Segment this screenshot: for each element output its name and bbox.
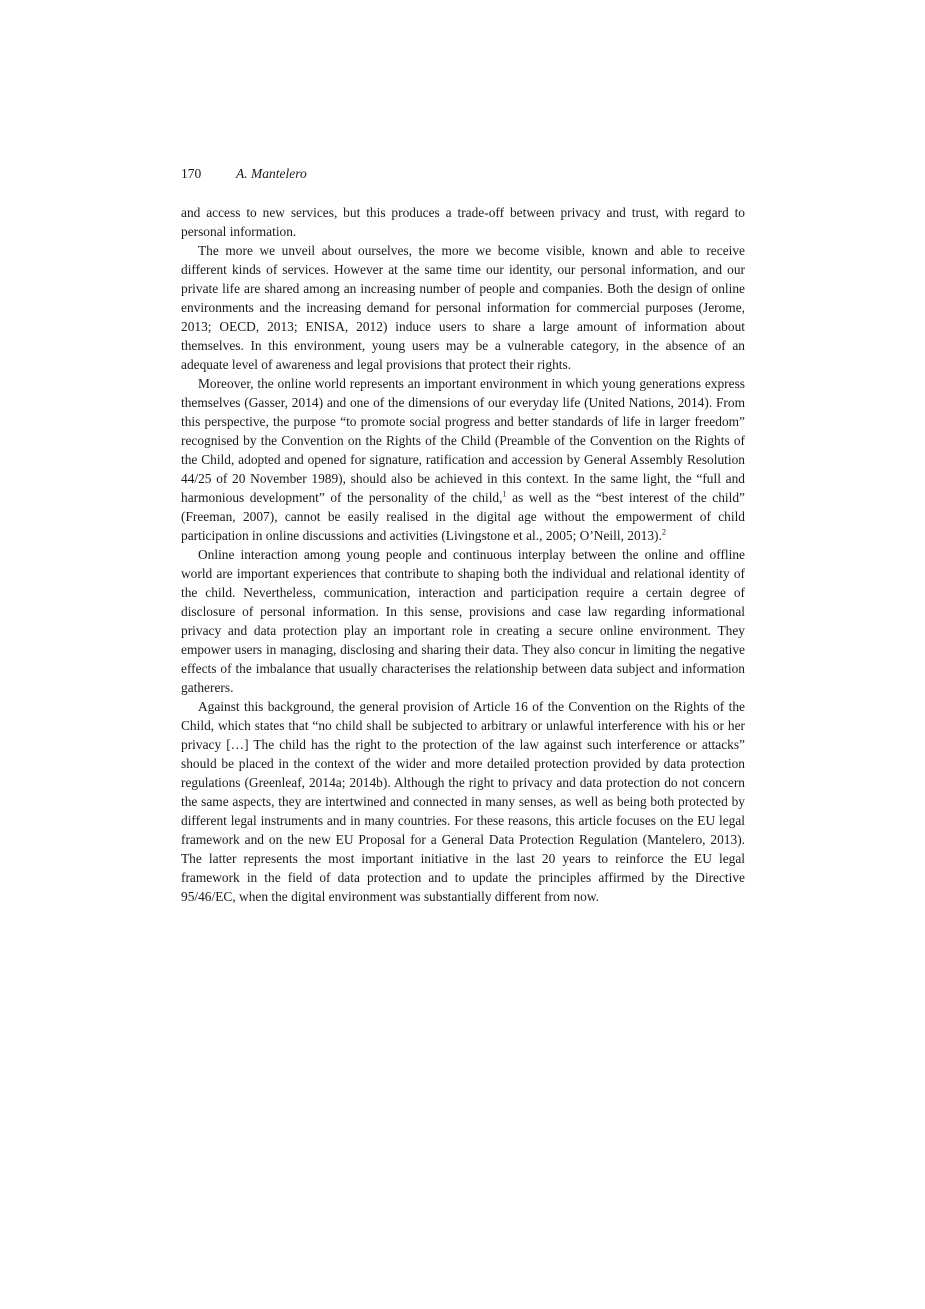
article-body xyxy=(181,203,745,906)
paragraph-5: Against this background, the general provision of Article 16 of the Convention on the Rights of the Child, which states that “no child shall be subjected to arbitrary or unlawful interference with his or her privacy […] The child has the right to the protection of the law against such interference or attacks” should be placed in the context of the wider and more detailed protection provided by data protection regulations (Greenleaf, 2014a; 2014b). Although the right to privacy and data protection do not concern the same aspects, they are intertwined and connected in many senses, as well as being both protected by different legal instruments and in many countries. For these reasons, this article focuses on the EU legal framework and on the new EU Proposal for a General Data Protection Regulation (Mantelero, 2013). The latter represents the most important initiative in the last 20 years to reinforce the EU legal framework in the field of data protection and to update the principles affirmed by the Directive 95/46/EC, when the digital environment was substantially different from now. xyxy=(181,699,745,904)
paragraph-3-text-b: as well as the “best interest of the child” (Freeman, 2007), cannot be easily realised in the digital age without the empowerment of child participation in online discussions and activities (Livingstone et al., 2005; O’Neill, 2013). xyxy=(181,490,745,543)
paragraph-3-text-a: Moreover, the online world represents an important environment in which young generations express themselves (Gasser, 2014) and one of the dimensions of our everyday life (United Nations, 2014). From this perspective, the purpose “to promote social progress and better standards of life in larger freedom” recognised by the Convention on the Rights of the Child (Preamble of the Convention on the Rights of the Child, adopted and opened for signature, ratification and accession by General Assembly Resolution 44/25 of 20 November 1989), should also be achieved in this context. In the same light, the “full and harmonious development” of the personality of the child, xyxy=(181,376,745,505)
paragraph-1: and access to new services, but this produces a trade-off between privacy and trust, with regard to personal information. xyxy=(181,205,745,239)
footnote-marker-2: 2 xyxy=(661,527,667,537)
paragraph-4: Online interaction among young people and continuous interplay between the online and offline world are important experiences that contribute to shaping both the individual and relational identity of the child. Nevertheless, communication, interaction and participation require a certain degree of disclosure of personal information. In this sense, provisions and case law regarding informational privacy and data protection play an important role in creating a secure online environment. They empower users in managing, disclosing and sharing their data. They also concur in limiting the negative effects of the imbalance that usually characterises the relationship between data subject and information gatherers. xyxy=(181,547,745,695)
running-author: A. Mantelero xyxy=(236,166,307,181)
running-head xyxy=(181,166,307,182)
page-number: 170 xyxy=(181,166,202,181)
paragraph-2: The more we unveil about ourselves, the more we become visible, known and able to receive different kinds of services. However at the same time our identity, our personal information, and our private life are shared among an increasing number of people and companies. Both the design of online environments and the increasing demand for personal information for commercial purposes (Jerome, 2013; OECD, 2013; ENISA, 2012) induce users to share a large amount of information about themselves. In this environment, young users may be a vulnerable category, in the absence of an adequate level of awareness and legal provisions that protect their rights. xyxy=(181,243,745,372)
paragraph-3 xyxy=(181,374,745,545)
footnote-marker-1: 1 xyxy=(502,489,507,499)
